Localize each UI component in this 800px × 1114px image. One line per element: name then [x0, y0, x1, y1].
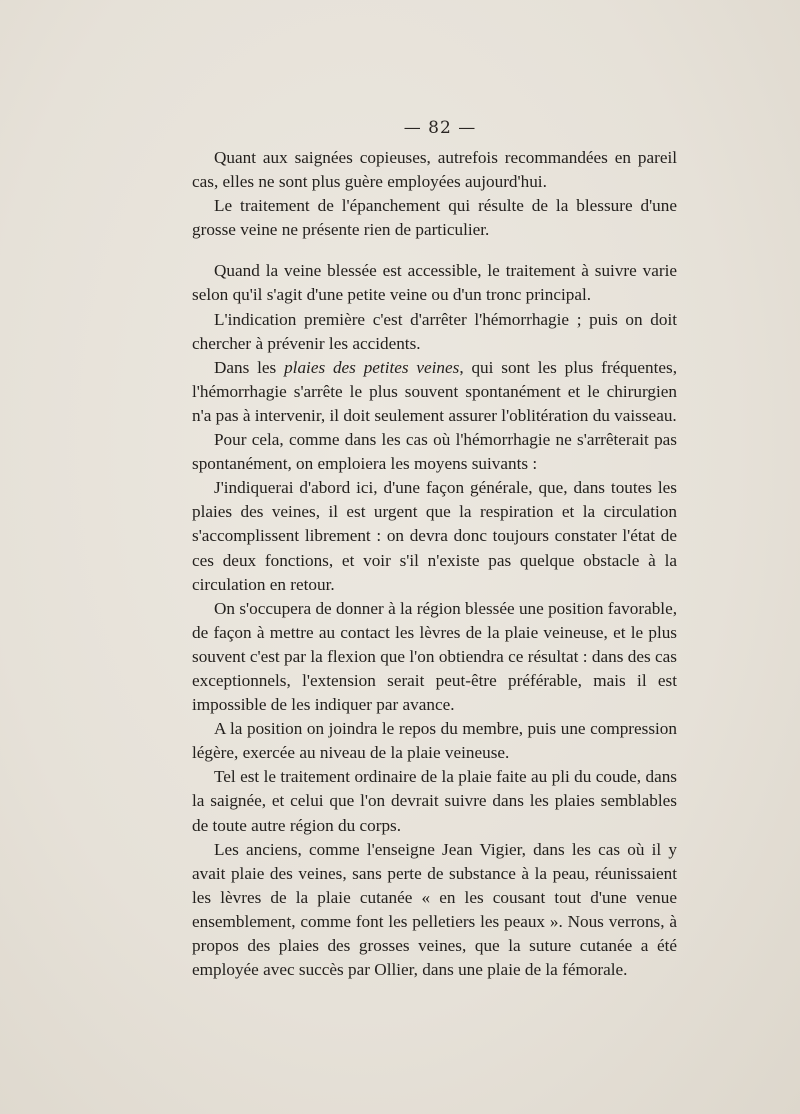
- paragraph-petites-veines-start: Dans les: [214, 357, 285, 377]
- body-text: [192, 146, 677, 982]
- paragraph-veine-accessible: Quand la veine blessée est accessible, le traitement à suivre varie selon qu'il s'agit d'une petite veine ou d'un tronc principal.: [192, 261, 677, 305]
- paragraph-anciens: Les anciens, comme l'enseigne Jean Vigier, dans les cas où il y avait plaie des veines, sans perte de substance à la peau, réunissaient les lèvres de la plaie cutanée « en les cousant tout d'une venue ensemblement, comme font les pelletiers les peaux ». Nous verrons, à propos des plaies des grosses veines, que la suture cutanée a été employée avec succès par Ollier, dans une plaie de la fémorale.: [192, 839, 677, 980]
- paragraph-saignees: Quant aux saignées copieuses, autrefois recommandées en pareil cas, elles ne sont plus guère employées aujourd'hui.: [192, 148, 677, 192]
- emphasis-plaies-petites-veines: plaies des petites veines: [284, 357, 460, 377]
- paragraph-petites-veines: [192, 356, 677, 428]
- paragraph-traitement-ordinaire: Tel est le traitement ordinaire de la plaie faite au pli du coude, dans la saignée, et celui que l'on devrait suivre dans les plaies semblables de toute autre région du corps.: [192, 767, 677, 835]
- page-number: — 82 —: [403, 118, 477, 138]
- paragraph-indiquerai: J'indiquerai d'abord ici, d'une façon générale, que, dans toutes les plaies des veines, il est urgent que la respiration et la circulation s'accomplissent librement : on devra donc toujours constater l'état de ces deux fonctions, et voir s'il n'existe pas quelque obstacle à la circulation en retour.: [192, 478, 677, 594]
- paragraph-pour-cela: Pour cela, comme dans les cas où l'hémorrhagie ne s'arrêterait pas spontanément, on emploiera les moyens suivants :: [192, 430, 677, 474]
- paragraph-petites-veines-end: , qui sont les plus fréquentes, l'hémorrhagie s'arrête le plus souvent spontanément et le chirurgien n'a pas à intervenir, il doit seulement assurer l'oblitération du vaisseau.: [192, 357, 678, 425]
- paragraph-repos: A la position on joindra le repos du membre, puis une compression légère, exercée au niveau de la plaie veineuse.: [192, 719, 677, 763]
- paragraph-indication: L'indication première c'est d'arrêter l'hémorrhagie ; puis on doit chercher à prévenir les accidents.: [192, 309, 677, 353]
- paragraph-position: On s'occupera de donner à la région blessée une position favorable, de façon à mettre au contact les lèvres de la plaie veineuse, et le plus souvent c'est par la flexion que l'on obtiendra ce résultat : dans des cas exceptionnels, l'extension serait peut-être préférable, mais il est impossible de les indiquer par avance.: [192, 598, 677, 715]
- paragraph-epanchement: Le traitement de l'épanchement qui résulte de la blessure d'une grosse veine ne présente rien de particulier.: [192, 196, 677, 240]
